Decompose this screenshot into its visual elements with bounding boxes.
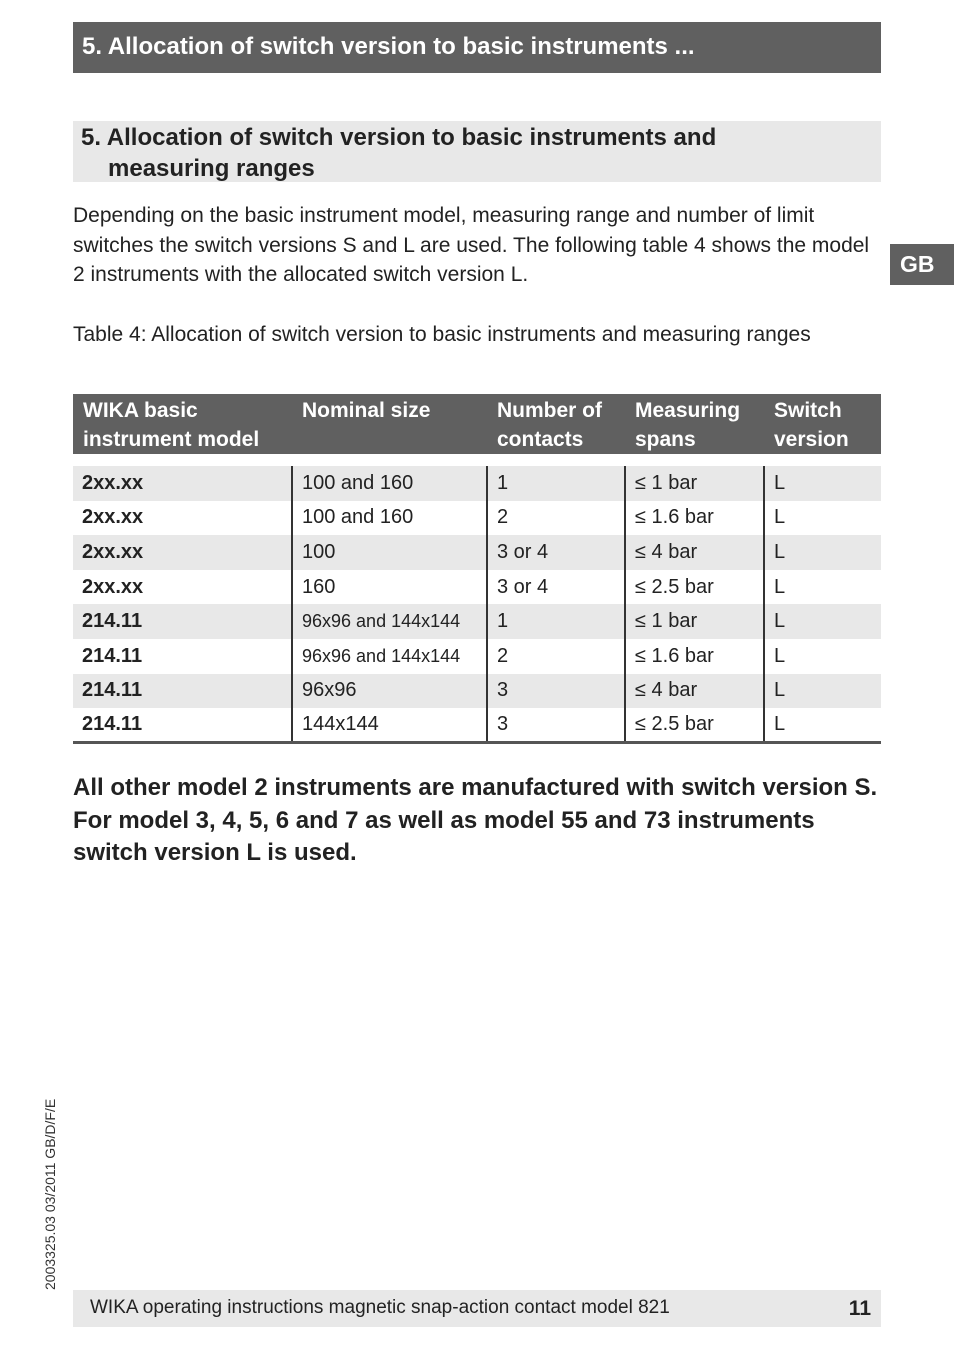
- table-row: [73, 535, 881, 570]
- cell-model: 214.11: [73, 604, 292, 639]
- table-caption: Table 4: Allocation of switch version to basic instruments and measuring ranges: [73, 323, 811, 346]
- cell-nominal-size: 96x96 and 144x144: [292, 639, 487, 674]
- top-banner: [73, 22, 881, 73]
- table-row: [73, 466, 881, 501]
- cell-switch-version: L: [764, 570, 881, 605]
- cell-nominal-size: 160: [292, 570, 487, 605]
- note-paragraph: [73, 772, 883, 870]
- cell-measuring-span: ≤ 1.6 bar: [625, 639, 764, 674]
- cell-model: 214.11: [82, 644, 143, 667]
- cell-contacts: 2: [487, 639, 625, 674]
- cell-contacts: 3: [487, 708, 625, 743]
- cell-contacts: 1: [487, 466, 625, 501]
- cell-nominal-size: 100 and 160: [292, 501, 487, 536]
- table-row: [73, 570, 881, 605]
- document-code: 2003325.03 03/2011 GB/D/F/E: [42, 1098, 58, 1290]
- language-tab: GB: [890, 244, 954, 285]
- cell-nominal-size: 96x96 and 144x144: [292, 604, 487, 639]
- section-heading-line2: measuring ranges: [108, 155, 315, 182]
- section-heading-line1: 5. Allocation of switch version to basic instruments and: [81, 124, 717, 151]
- cell-model: 2xx.xx: [73, 466, 292, 501]
- cell-contacts: 1: [487, 604, 625, 639]
- footer: [73, 1290, 881, 1327]
- cell-switch-version: L: [764, 674, 881, 709]
- cell-measuring-span: ≤ 4 bar: [625, 535, 764, 570]
- cell-measuring-span: ≤ 2.5 bar: [625, 570, 764, 605]
- cell-model: 214.11: [73, 674, 292, 709]
- table-row: [73, 708, 881, 743]
- cell-contacts: 3: [487, 674, 625, 709]
- cell-measuring-span: ≤ 1 bar: [625, 604, 764, 639]
- cell-contacts: 2: [487, 501, 625, 536]
- cell-measuring-span: ≤ 2.5 bar: [625, 708, 764, 743]
- cell-switch-version: L: [764, 639, 881, 674]
- cell-nominal-size: 100: [292, 535, 487, 570]
- cell-measuring-span: ≤ 1 bar: [625, 466, 764, 501]
- cell-nominal-size: 144x144: [292, 708, 487, 743]
- table-row: [73, 639, 881, 674]
- allocation-table: [73, 394, 881, 744]
- cell-model: 214.11: [73, 708, 292, 743]
- footer-text: WIKA operating instructions magnetic snap-action contact model 821: [90, 1297, 670, 1318]
- cell-switch-version: L: [764, 466, 881, 501]
- cell-contacts: 3 or 4: [487, 570, 625, 605]
- section-heading: [73, 121, 881, 182]
- cell-contacts: 3 or 4: [487, 535, 625, 570]
- header-contacts: Number of contacts: [487, 394, 625, 454]
- table-row: [73, 501, 881, 536]
- cell-nominal-size: 96x96: [292, 674, 487, 709]
- banner-title: 5. Allocation of switch version to basic instruments ...: [82, 33, 695, 60]
- header-measuring-spans: Measuring spans: [625, 394, 764, 454]
- table-header-row: [73, 394, 881, 454]
- table-row: [73, 674, 881, 709]
- header-model: WIKA basic instrument model: [73, 394, 292, 454]
- cell-switch-version: L: [764, 501, 881, 536]
- cell-nominal-size: 100 and 160: [292, 466, 487, 501]
- cell-model: 2xx.xx: [82, 506, 144, 529]
- cell-switch-version: L: [764, 708, 881, 743]
- cell-measuring-span: ≤ 1.6 bar: [625, 501, 764, 536]
- intro-paragraph: Depending on the basic instrument model, measuring range and number of limit switches the switch versions S and L are used. The following table 4 shows the model 2 instruments with the allocated switch version L.: [73, 204, 870, 286]
- cell-model: 2xx.xx: [73, 535, 292, 570]
- table-row: [73, 604, 881, 639]
- page-number: 11: [848, 1297, 871, 1320]
- note-line1: All other model 2 instruments are manufactured with switch version S.: [73, 774, 878, 801]
- cell-model: 2xx.xx: [82, 575, 144, 598]
- cell-measuring-span: ≤ 4 bar: [625, 674, 764, 709]
- cell-switch-version: L: [764, 535, 881, 570]
- note-line2: For model 3, 4, 5, 6 and 7 as well as model 55 and 73 instruments switch version L is used.: [73, 806, 815, 866]
- cell-switch-version: L: [764, 604, 881, 639]
- header-nominal-size: Nominal size: [292, 394, 487, 454]
- header-switch-version: Switch version: [764, 394, 881, 454]
